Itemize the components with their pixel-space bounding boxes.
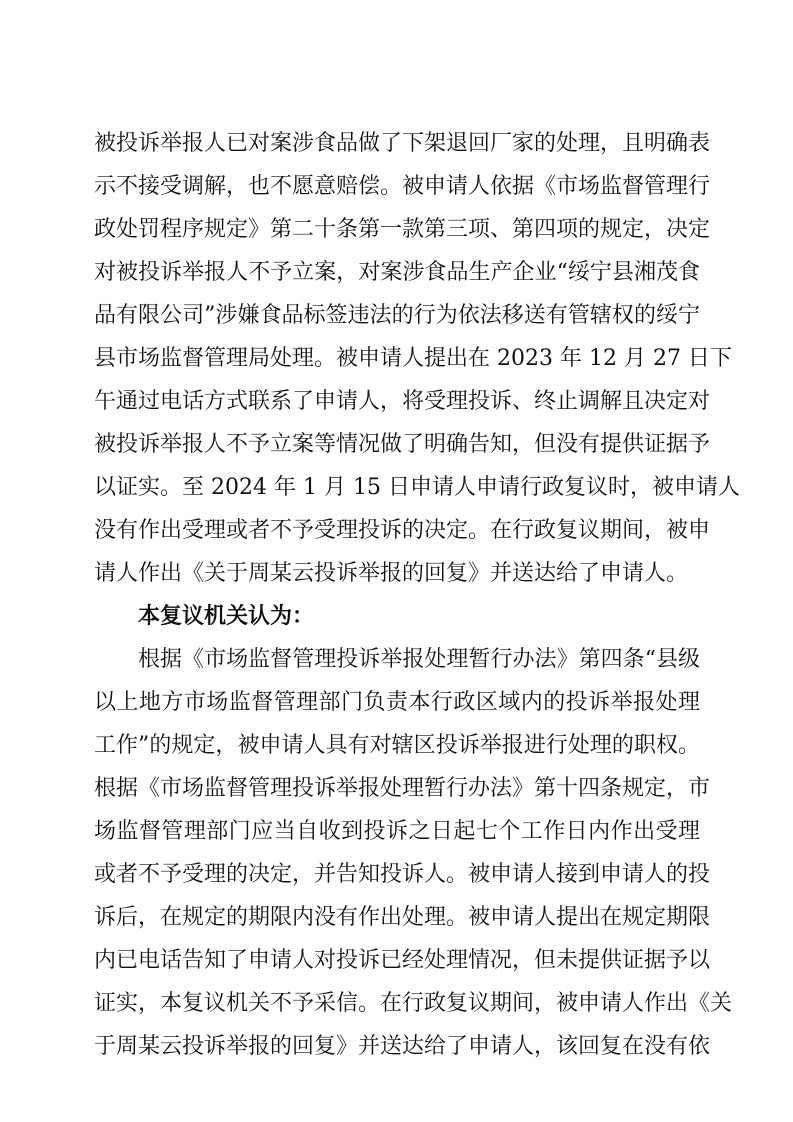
paragraph-line: 以上地方市场监督管理部门负责本行政区域内的投诉举报处理 [94,690,700,715]
paragraph-line: 诉后，在规定的期限内没有作出处理。被申请人提出在规定期限 [94,905,711,930]
paragraph-line: 工作”的规定，被申请人具有对辖区投诉举报进行处理的职权。 [94,733,700,758]
paragraph-line: 没有作出受理或者不予受理投诉的决定。在行政复议期间，被申 [94,518,711,543]
paragraph-line: 对被投诉举报人不予立案，对案涉食品生产企业“绥宁县湘茂食 [94,260,700,285]
paragraph-line: 政处罚程序规定》第二十条第一款第三项、第四项的规定，决定 [94,217,711,242]
paragraph-line: 场监督管理部门应当自收到投诉之日起七个工作日内作出受理 [94,819,700,844]
paragraph-line: 以证实。至 2024 年 1 月 15 日申请人申请行政复议时，被申请人 [94,475,740,500]
section-heading: 本复议机关认为： [138,604,315,629]
paragraph-line: 根据《市场监督管理投诉举报处理暂行办法》第十四条规定，市 [94,776,711,801]
paragraph-line: 根据《市场监督管理投诉举报处理暂行办法》第四条“县级 [138,647,700,672]
paragraph-line: 被投诉举报人已对案涉食品做了下架退回厂家的处理，且明确表 [94,131,711,156]
paragraph-line: 或者不予受理的决定，并告知投诉人。被申请人接到申请人的投 [94,862,711,887]
paragraph-line: 于周某云投诉举报的回复》并送达给了申请人，该回复在没有依 [94,1034,711,1059]
paragraph-line: 被投诉举报人不予立案等情况做了明确告知，但没有提供证据予 [94,432,711,457]
paragraph-line: 证实，本复议机关不予采信。在行政复议期间，被申请人作出《关 [94,991,733,1016]
paragraph-line: 品有限公司”涉嫌食品标签违法的行为依法移送有管辖权的绥宁 [94,303,700,328]
paragraph-line: 内已电话告知了申请人对投诉已经处理情况，但未提供证据予以 [94,948,711,973]
paragraph-line: 县市场监督管理局处理。被申请人提出在 2023 年 12 月 27 日下 [94,346,732,371]
paragraph-line: 请人作出《关于周某云投诉举报的回复》并送达给了申请人。 [94,561,689,586]
paragraph-line: 示不接受调解，也不愿意赔偿。被申请人依据《市场监督管理行 [94,174,711,199]
paragraph-line: 午通过电话方式联系了申请人，将受理投诉、终止调解且决定对 [94,389,711,414]
